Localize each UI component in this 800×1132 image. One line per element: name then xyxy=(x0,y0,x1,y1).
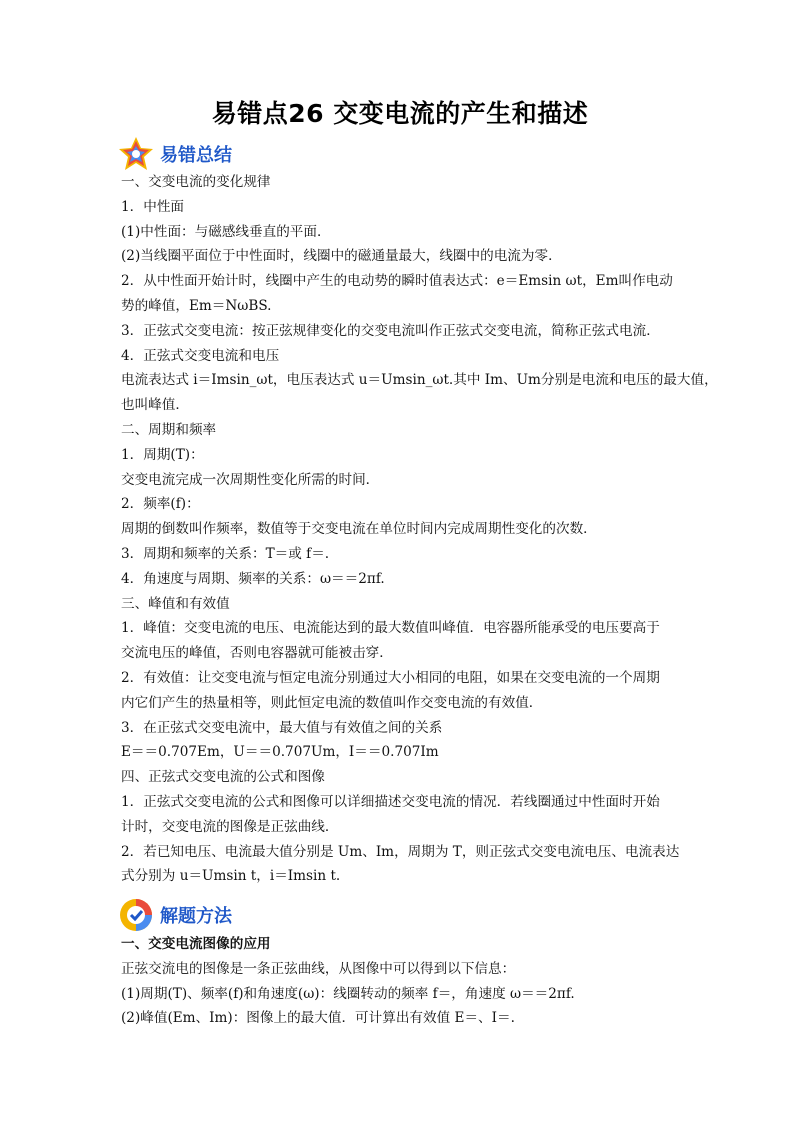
star-badge-icon xyxy=(118,136,154,172)
text-line: 周期的倒数叫作频率，数值等于交变电流在单位时间内完成周期性变化的次数． xyxy=(121,521,597,538)
text-line: 三、峰值和有效值 xyxy=(121,595,230,612)
section2-body xyxy=(121,932,693,1031)
text-line: 3．正弦式交变电流：按正弦规律变化的交变电流叫作正弦式交变电流，简称正弦式电流． xyxy=(121,322,660,339)
text-line: 4．角速度与周期、频率的关系：ω＝＝2πf. xyxy=(121,570,385,587)
text-line: 3．周期和频率的关系：T＝或 f＝. xyxy=(121,545,330,562)
document-title: 易错点26 交变电流的产生和描述 xyxy=(211,99,589,128)
text-line: 2．从中性面开始计时，线圈中产生的电动势的瞬时值表达式：e＝Emsin ωt，Em叫作电动 xyxy=(121,273,673,290)
text-line: 计时，交变电流的图像是正弦曲线． xyxy=(121,818,339,835)
text-line: 3．在正弦式交变电流中，最大值与有效值之间的关系 xyxy=(121,719,443,736)
text-line: 2．有效值：让交变电流与恒定电流分别通过大小相同的电阻，如果在交变电流的一个周期 xyxy=(121,669,660,686)
section-heading: 解题方法 xyxy=(160,906,232,927)
text-line: 4．正弦式交变电流和电压 xyxy=(121,347,280,364)
text-line: (2)当线圈平面位于中性面时，线圈中的磁通量最大，线圈中的电流为零． xyxy=(121,248,562,265)
text-line: 2．频率(f)： xyxy=(121,496,200,513)
method-badge-icon xyxy=(118,897,154,933)
text-line: 式分别为 u＝Umsin t，i＝Imsin t. xyxy=(121,868,341,885)
text-line: 内它们产生的热量相等，则此恒定电流的数值叫作交变电流的有效值． xyxy=(121,694,543,711)
text-line: (1)中性面：与磁感线垂直的平面． xyxy=(121,223,331,240)
text-line: 1．峰值：交变电流的电压、电流能达到的最大数值叫峰值．电容器所能承受的电压要高于 xyxy=(121,620,660,637)
text-line: 1．中性面 xyxy=(121,198,185,215)
section1-body xyxy=(121,170,718,889)
text-line: 2．若已知电压、电流最大值分别是 Um、Im，周期为 T，则正弦式交变电流电压、电流表达 xyxy=(121,843,680,860)
text-line: 1．周期(T)： xyxy=(121,446,204,463)
text-line: 交变电流完成一次周期性变化所需的时间． xyxy=(121,471,380,488)
text-line: E＝＝0.707Em，U＝＝0.707Um，I＝＝0.707Im xyxy=(121,744,439,761)
text-line: 四、正弦式交变电流的公式和图像 xyxy=(121,769,325,786)
text-line: 正弦交流电的图像是一条正弦曲线，从图像中可以得到以下信息： xyxy=(121,960,516,977)
text-line: 势的峰值，Em＝NωBS. xyxy=(121,297,272,314)
text-line: 电流表达式 i＝Imsin_ωt，电压表达式 u＝Umsin_ωt.其中 Im、Um分别是电流和电压的最大值， xyxy=(121,372,718,389)
section-header-mistakes xyxy=(118,134,232,174)
text-line: 一、交变电流的变化规律 xyxy=(121,174,271,190)
section-heading: 易错总结 xyxy=(160,145,232,166)
subsection-heading: 一、交变电流图像的应用 xyxy=(121,936,271,952)
text-line: 二、周期和频率 xyxy=(121,421,217,438)
section-header-methods xyxy=(118,895,232,935)
text-line: 交流电压的峰值，否则电容器就可能被击穿． xyxy=(121,645,393,662)
text-line: 1．正弦式交变电流的公式和图像可以详细描述交变电流的情况．若线圈通过中性面时开始 xyxy=(121,793,660,810)
text-line: (2)峰值(Em、Im)：图像上的最大值．可计算出有效值 E＝、I＝. xyxy=(121,1010,515,1027)
text-line: 也叫峰值． xyxy=(121,397,189,414)
text-line: (1)周期(T)、频率(f)和角速度(ω)：线圈转动的频率 f＝，角速度 ω＝＝2πf. xyxy=(121,985,575,1002)
